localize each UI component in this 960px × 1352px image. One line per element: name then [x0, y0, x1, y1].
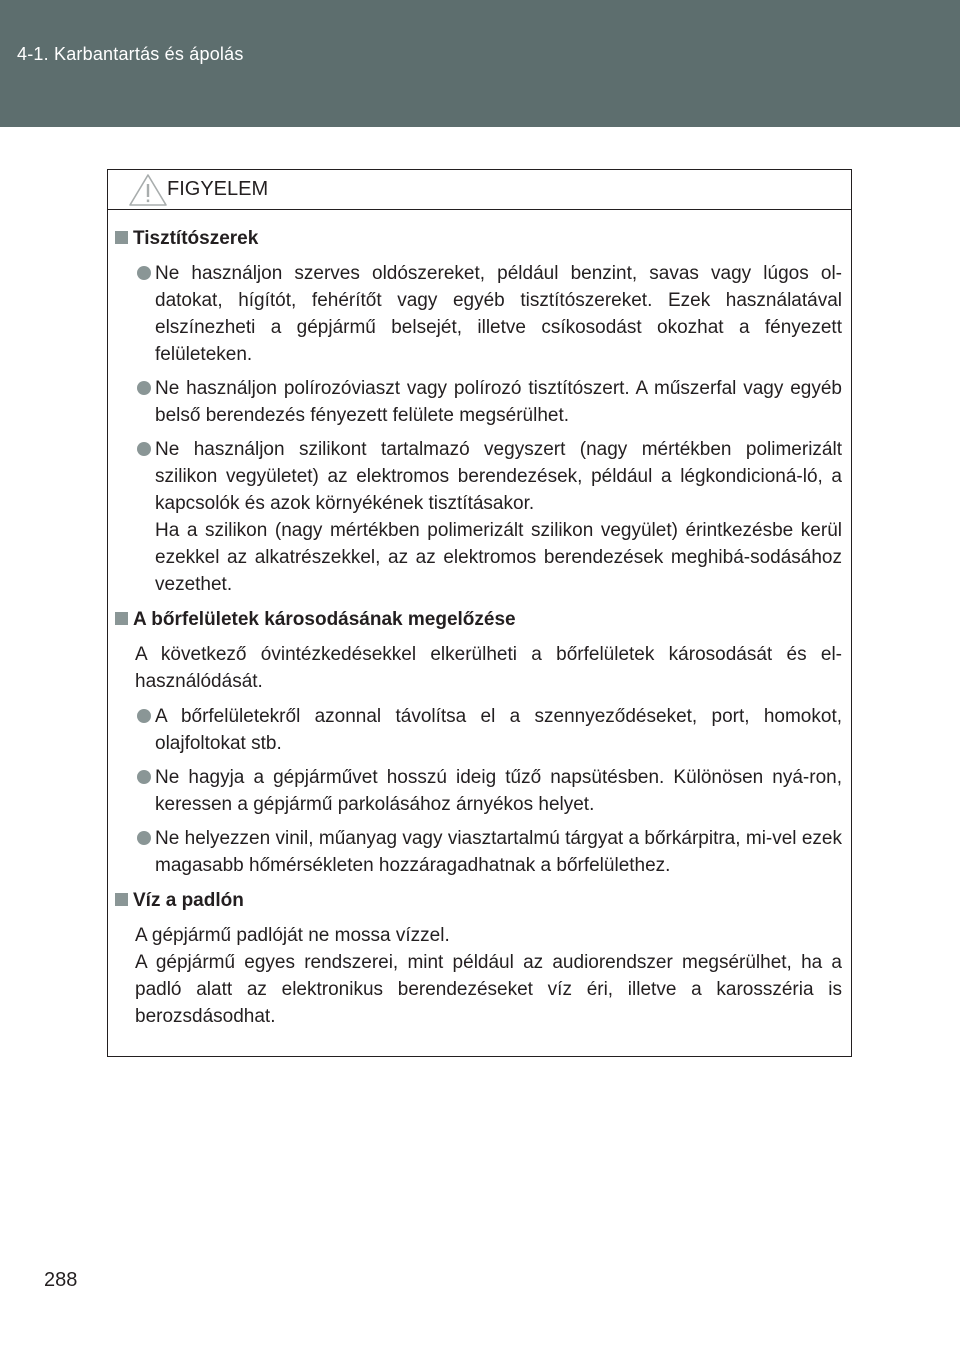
- section-paragraph: A gépjármű padlóját ne mossa vízzel.: [135, 925, 450, 946]
- bullet-item: Ne használjon szilikont tartalmazó vegyszert (nagy mértékben polimerizált szilikon vegyületet) az elektromos berendezések, például a légkondicioná-ló, a kapcsolók és azok környékének tisztításakor.: [115, 436, 842, 517]
- page-number: 288: [44, 1269, 78, 1291]
- bullet-continuation: Ha a szilikon (nagy mértékben polimerizált szilikon vegyület) érintkezésbe kerül ezekkel az alkatrészekkel, az az elektromos berendezések meghibá-sodásához vezethet.: [155, 520, 842, 595]
- bullet-item: Ne használjon polírozóviaszt vagy polírozó tisztítószert. A műszerfal vagy egyéb belső berendezés fényezett felülete megsérülhet.: [115, 375, 842, 429]
- warning-header: [108, 170, 851, 210]
- section-title: Víz a padlón: [115, 887, 842, 914]
- square-bullet-icon: [115, 231, 128, 244]
- section-breadcrumb: 4-1. Karbantartás és ápolás: [17, 44, 244, 64]
- bullet-item: Ne hagyja a gépjárművet hosszú ideig tűző napsütésben. Különösen nyá-ron, keressen a gépjármű parkolásához árnyékos helyet.: [115, 764, 842, 818]
- circle-bullet-icon: [137, 442, 151, 456]
- section-title: A bőrfelületek károsodásának megelőzése: [115, 606, 842, 633]
- circle-bullet-icon: [137, 266, 151, 280]
- bullet-item: Ne használjon szerves oldószereket, például benzint, savas vagy lúgos ol-datokat, hígítót, fehérítőt vagy egyéb tisztítószereket. Ezek használatával elszínezheti a gépjármű belsejét, illetve csíkosodást okozhat a fényezett felületeken.: [115, 260, 842, 368]
- section-paragraph: A gépjármű egyes rendszerei, mint például az audiorendszer megsérülhet, ha a padló alatt az elektronikus berendezéseket víz éri, illetve a karosszéria is berozsdásodhat.: [135, 952, 842, 1027]
- circle-bullet-icon: [137, 770, 151, 784]
- warning-title: FIGYELEM: [167, 178, 269, 200]
- header-band: [0, 0, 960, 127]
- bullet-item: Ne helyezzen vinil, műanyag vagy viasztartalmú tárgyat a bőrkárpitra, mi-vel ezek magasabb hőmérsékleten hozzáragadhatnak a bőrfelülethez.: [115, 825, 842, 879]
- square-bullet-icon: [115, 893, 128, 906]
- bullet-item: A bőrfelületekről azonnal távolítsa el a szennyeződéseket, port, homokot, olajfoltokat stb.: [115, 703, 842, 757]
- circle-bullet-icon: [137, 709, 151, 723]
- warning-box: [107, 169, 852, 1057]
- circle-bullet-icon: [137, 381, 151, 395]
- circle-bullet-icon: [137, 831, 151, 845]
- warning-triangle-icon: [128, 173, 168, 207]
- square-bullet-icon: [115, 612, 128, 625]
- warning-body: [108, 209, 851, 1038]
- section-intro: A következő óvintézkedésekkel elkerülheti a bőrfelületek károsodását és el-használódását.: [135, 644, 842, 692]
- section-title: Tisztítószerek: [115, 225, 842, 252]
